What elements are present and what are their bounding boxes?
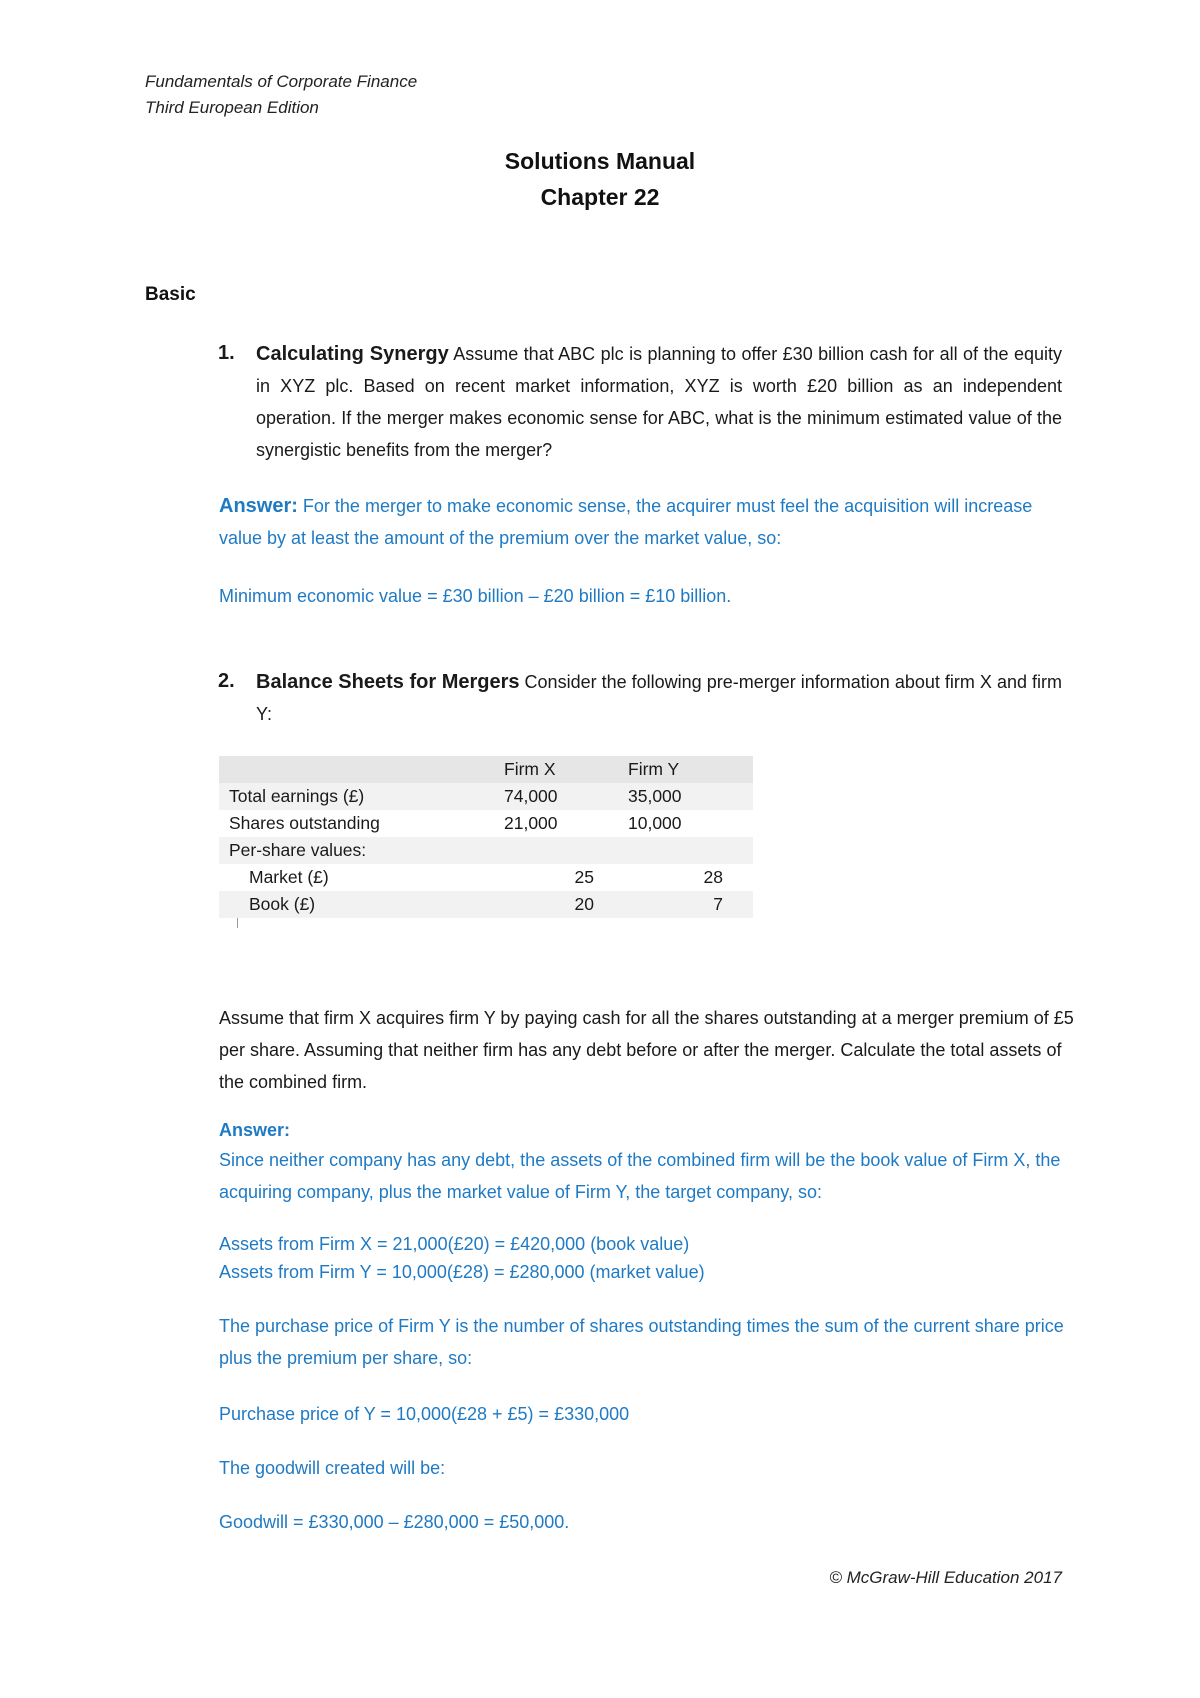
book-title: Fundamentals of Corporate Finance [145, 72, 418, 91]
table-row [219, 810, 753, 837]
question-1-number: 1. [218, 342, 235, 364]
firm-y-value: 28 [703, 867, 723, 887]
question-2-text: Consider the following pre-merger information about firm X and firm Y: [256, 672, 1062, 724]
answer-1-label: Answer: [219, 495, 298, 517]
question-1 [256, 338, 1062, 466]
table-row [219, 891, 753, 918]
firm-x-value: 74,000 [494, 783, 616, 810]
row-label: Per-share values: [219, 837, 494, 864]
row-label: Total earnings (£) [219, 783, 494, 810]
row-label: Market (£) [249, 867, 329, 887]
goodwill-calc: Goodwill = £330,000 – £280,000 = £50,000. [219, 1512, 570, 1532]
firm-x-value: 20 [494, 891, 616, 918]
question-1-heading: Calculating Synergy [256, 343, 449, 365]
table-row [219, 783, 753, 810]
firm-x-value: 21,000 [504, 813, 558, 833]
question-2 [256, 666, 1062, 730]
table-header-blank [219, 756, 494, 783]
table-row [219, 864, 753, 891]
firm-x-value [494, 837, 616, 864]
purchase-price-text: The purchase price of Firm Y is the number of shares outstanding times the sum of the current share price plus the premium per share, so: [219, 1316, 1064, 1368]
question-2-heading: Balance Sheets for Mergers [256, 671, 520, 693]
question-1-text: Assume that ABC plc is planning to offer £30 billion cash for all of the equity in XYZ plc. Based on recent market information, XYZ is worth £20 billion as an independent operation. If the merger makes economic sense for ABC, what is the minimum estimated value of the synergistic benefits from the merger? [256, 344, 1063, 460]
purchase-price-calc: Purchase price of Y = 10,000(£28 + £5) = £330,000 [219, 1404, 630, 1424]
answer-2-intro: Since neither company has any debt, the assets of the combined firm will be the book value of Firm X, the acquiring company, plus the market value of Firm Y, the target company, so: [219, 1150, 1061, 1202]
assets-firm-x: Assets from Firm X = 21,000(£20) = £420,000 (book value) [219, 1234, 690, 1254]
row-label: Book (£) [219, 891, 494, 918]
answer-1-calc: Minimum economic value = £30 billion – £20 billion = £10 billion. [219, 586, 732, 606]
goodwill-text: The goodwill created will be: [219, 1458, 446, 1478]
question-2-number: 2. [218, 670, 235, 692]
answer-2-label-text: Answer: [219, 1120, 291, 1140]
question-2-assumption: Assume that firm X acquires firm Y by paying cash for all the shares outstanding at a merger premium of £5 per share. Assuming that neither firm has any debt before or after the merger. Calculate the total assets of the combined firm. [219, 1008, 1074, 1092]
firm-y-value [616, 837, 753, 864]
section-heading: Basic [145, 284, 196, 305]
firm-y-value: 7 [616, 891, 753, 918]
answer-2-label [219, 1116, 1079, 1144]
assets-firm-y: Assets from Firm Y = 10,000(£28) = £280,000 (market value) [219, 1262, 705, 1282]
firm-data-table [219, 756, 753, 918]
page-title: Solutions Manual [504, 148, 696, 174]
table-row [219, 837, 753, 864]
table-header-row [219, 756, 753, 783]
copyright-footer: © McGraw-Hill Education 2017 [829, 1568, 1062, 1587]
table-header-firm-y: Firm Y [616, 756, 753, 783]
row-label: Shares outstanding [229, 813, 380, 833]
firm-y-value: 10,000 [628, 813, 682, 833]
table-mark [237, 918, 238, 928]
firm-x-value: 25 [574, 867, 594, 887]
firm-y-value: 35,000 [616, 783, 753, 810]
answer-1 [219, 490, 1079, 554]
edition: Third European Edition [145, 98, 319, 117]
table-header-firm-x: Firm X [494, 756, 616, 783]
answer-1-text: For the merger to make economic sense, the acquirer must feel the acquisition will increase value by at least the amount of the premium over the market value, so: [219, 496, 1033, 548]
chapter-title: Chapter 22 [540, 184, 660, 210]
